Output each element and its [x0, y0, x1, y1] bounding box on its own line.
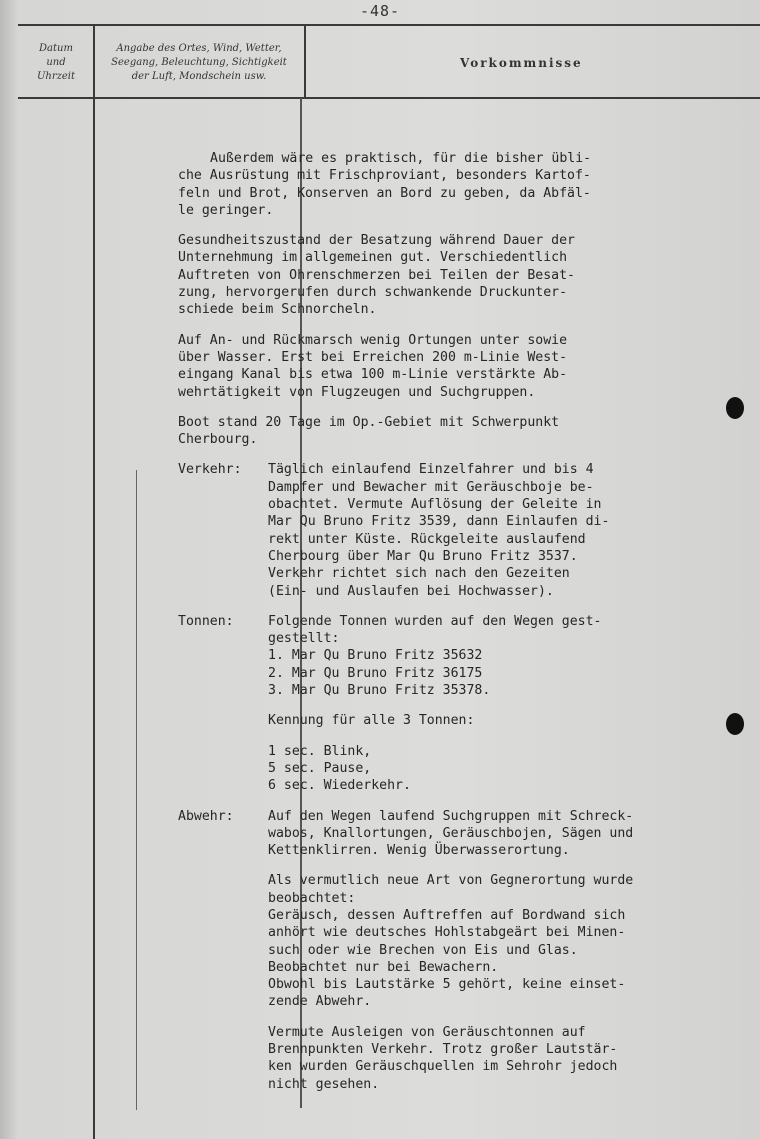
- abwehr-observation: [268, 872, 633, 1010]
- paragraph-transit: [178, 332, 738, 401]
- column-head-date-line: Uhrzeit: [36, 71, 76, 82]
- text-line: Auftreten von Ohrenschmerzen bei Teilen der Besat-: [178, 267, 575, 283]
- text-line: schiede beim Schnorcheln.: [178, 302, 377, 318]
- column-head-place-line: der Luft, Mondschein usw.: [131, 71, 267, 82]
- text-line: Brennpunkten Verkehr. Trotz großer Lautstär-: [268, 1042, 618, 1058]
- text-line: le geringer.: [178, 202, 274, 218]
- text-line: eingang Kanal bis etwa 100 m-Linie verstärkte Ab-: [178, 367, 568, 383]
- text-line: Beobachtet nur bei Bewachern.: [268, 959, 499, 975]
- text-line: über Wasser. Erst bei Erreichen 200 m-Linie West-: [178, 349, 568, 365]
- header-bottom-rule: [18, 97, 760, 99]
- section-abwehr: [178, 808, 738, 1093]
- column-head-place-line: Angabe des Ortes, Wind, Wetter,: [116, 43, 282, 54]
- list-item: 5 sec. Pause,: [268, 760, 372, 776]
- text-line: wehrtätigkeit von Flugzeugen und Suchgruppen.: [178, 384, 536, 400]
- text-line: zende Abwehr.: [268, 994, 372, 1010]
- column-head-events: Vorkommnisse: [460, 56, 583, 70]
- section-tonnen: [178, 613, 738, 795]
- paragraph-provisions: [178, 150, 738, 219]
- text-line: such oder wie Brechen von Eis und Glas.: [268, 942, 578, 958]
- text-line: ken wurden Geräuschquellen im Sehrohr jedoch: [268, 1059, 618, 1075]
- text-line: Gesundheitszustand der Besatzung während Dauer der: [178, 233, 575, 249]
- list-item: 1 sec. Blink,: [268, 743, 372, 759]
- text-line: beobachtet:: [268, 890, 356, 906]
- header-top-rule: [18, 24, 760, 26]
- label-tonnen: Tonnen:: [178, 613, 234, 629]
- text-line: Kettenklirren. Wenig Überwasserortung.: [268, 843, 570, 859]
- list-item: 3. Mar Qu Bruno Fritz 35378.: [268, 683, 491, 699]
- text-line: Außerdem wäre es praktisch, für die bisher übli-: [210, 151, 592, 166]
- text-line: anhört wie deutsches Hohlstabgeärt bei Minen-: [268, 925, 626, 941]
- text-line: Als vermutlich neue Art von Gegnerortung wurde: [268, 873, 634, 889]
- text-line: (Ein- und Auslaufen bei Hochwasser).: [268, 583, 554, 599]
- column-divider-place: [304, 24, 306, 99]
- text-line: zung, hervorgerufen durch schwankende Druckunter-: [178, 285, 568, 301]
- text-line: Auf den Wegen laufend Suchgruppen mit Schreck-: [268, 808, 634, 824]
- text-line: wabos, Knallortungen, Geräuschbojen, Sägen und: [268, 825, 634, 841]
- text-line: gestellt:: [268, 631, 340, 647]
- tonnen-content: [268, 613, 601, 795]
- text-line: Folgende Tonnen wurden auf den Wegen gest-: [268, 613, 602, 629]
- text-line: Täglich einlaufend Einzelfahrer und bis 4: [268, 462, 594, 478]
- text-line: Verkehr richtet sich nach den Gezeiten: [268, 566, 570, 582]
- text-line: Dampfer und Bewacher mit Geräuschboje be-: [268, 479, 594, 495]
- column-divider-date: [93, 24, 95, 1139]
- report-body: [178, 150, 738, 1106]
- text-line: Auf An- und Rückmarsch wenig Ortungen unter sowie: [178, 332, 568, 348]
- text-line: Cherbourg über Mar Qu Bruno Fritz 3537.: [268, 548, 578, 564]
- page-number: -48-: [359, 2, 401, 20]
- label-verkehr: Verkehr:: [178, 462, 242, 478]
- text-line: che Ausrüstung mit Frischproviant, besonders Kartof-: [178, 168, 591, 184]
- text-line: rekt unter Küste. Rückgeleite auslaufend: [268, 531, 586, 547]
- punch-hole-bottom: [726, 713, 744, 735]
- punch-hole-top: [726, 397, 744, 419]
- column-divider-inner: [136, 470, 137, 1110]
- paragraph-op-area: [178, 414, 738, 449]
- label-abwehr: Abwehr:: [178, 808, 234, 824]
- list-item: 2. Mar Qu Bruno Fritz 36175: [268, 665, 483, 681]
- text-line: Geräusch, dessen Auftreffen auf Bordwand sich: [268, 907, 626, 923]
- text-line: nicht gesehen.: [268, 1076, 380, 1092]
- text-line: Mar Qu Bruno Fritz 3539, dann Einlaufen di-: [268, 514, 610, 530]
- section-verkehr: [178, 461, 738, 599]
- list-item: 1. Mar Qu Bruno Fritz 35632: [268, 648, 483, 664]
- paragraph-health: [178, 232, 738, 318]
- verkehr-content: [268, 461, 609, 599]
- text-line: Vermute Ausleigen von Geräuschtonnen auf: [268, 1024, 586, 1040]
- text-line: feln und Brot, Konserven an Bord zu geben, da Abfäl-: [178, 185, 591, 201]
- abwehr-conclusion: [268, 1024, 633, 1093]
- kennung-block: [268, 712, 601, 729]
- text-line: Kennung für alle 3 Tonnen:: [268, 713, 475, 729]
- kennung-list: [268, 743, 601, 795]
- column-head-date: [22, 42, 90, 84]
- text-line: Boot stand 20 Tage im Op.-Gebiet mit Schwerpunkt: [178, 414, 560, 430]
- abwehr-content: [268, 808, 633, 1093]
- column-head-place: [96, 42, 302, 84]
- column-head-date-line: Datum: [39, 43, 73, 54]
- column-head-place-line: Seegang, Beleuchtung, Sichtigkeit: [111, 57, 287, 68]
- text-line: obachtet. Vermute Auflösung der Geleite in: [268, 497, 602, 513]
- text-line: Unternehmung im allgemeinen gut. Verschiedentlich: [178, 250, 568, 266]
- list-item: 6 sec. Wiederkehr.: [268, 778, 411, 794]
- text-line: Cherbourg.: [178, 432, 258, 448]
- column-head-date-line: und: [46, 57, 66, 68]
- text-line: Obwohl bis Lautstärke 5 gehört, keine einset-: [268, 977, 626, 993]
